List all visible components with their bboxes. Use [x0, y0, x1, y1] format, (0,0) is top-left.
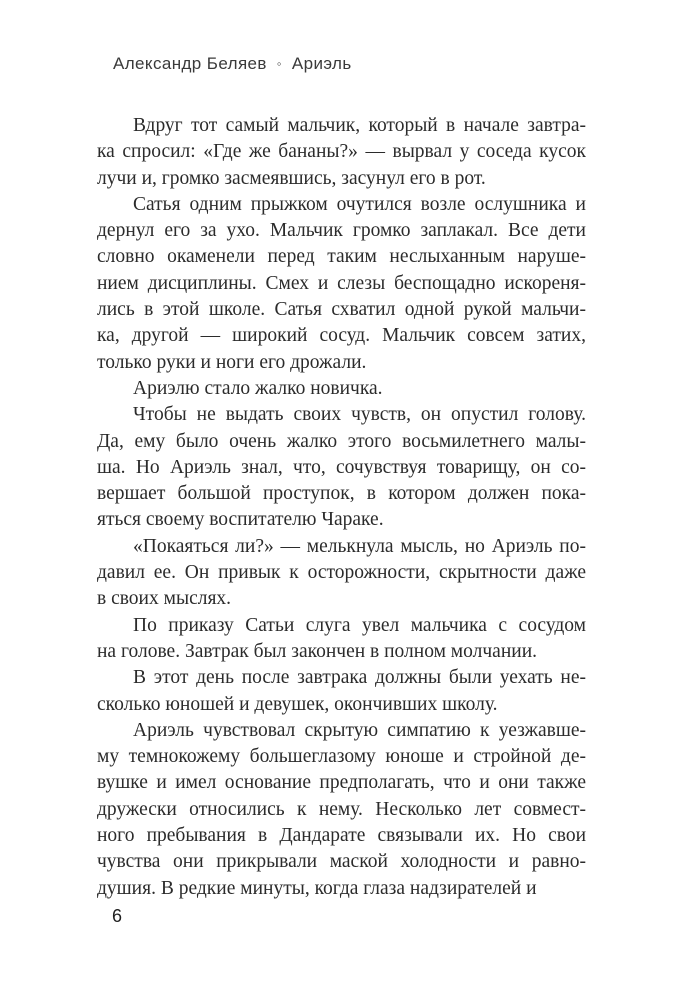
text-line: В этот день после завтрака должны были уехать не- — [133, 667, 586, 689]
text-line: дружески относились к нему. Несколько лет совмест- — [97, 798, 586, 820]
text-line: Ариэлю стало жалко новичка. — [133, 377, 383, 399]
text-line: на голове. Завтрак был закончен в полном молчании. — [97, 640, 538, 662]
text-line: вершает большой проступок, в котором должен пока- — [97, 483, 586, 505]
author-name: Александр Беляев — [113, 54, 267, 73]
body-text — [97, 113, 586, 902]
text-line: лись в этой школе. Сатья схватил одной рукой мальчи- — [97, 299, 586, 321]
text-line: только руки и ноги его дрожали. — [97, 351, 367, 373]
text-line: ка, другой — широкий сосуд. Мальчик совсем затих, — [97, 325, 586, 347]
text-line: лучи и, громко засмеявшись, засунул его в рот. — [97, 167, 486, 189]
running-header — [113, 54, 352, 74]
text-line: дернул его за ухо. Мальчик громко заплакал. Все дети — [97, 220, 586, 242]
book-title: Ариэль — [291, 54, 352, 73]
text-line: вушке и имел основание предполагать, что и они также — [97, 772, 586, 794]
text-line: словно окаменели перед таким неслыханным наруше- — [97, 246, 586, 268]
text-line: ка спросил: «Где же бананы?» — вырвал у соседа кусок — [97, 141, 586, 163]
text-line: в своих мыслях. — [97, 588, 232, 610]
text-line: ного пребывания в Дандарате связывали их. Но свои — [97, 825, 586, 847]
text-line: душия. В редкие минуты, когда глаза надзирателей и — [97, 877, 537, 899]
text-line: яться своему воспитателю Чараке. — [97, 509, 384, 531]
text-line: сколько юношей и девушек, окончивших школу. — [97, 693, 498, 715]
text-line: Чтобы не выдать своих чувств, он опустил голову. — [133, 404, 586, 426]
text-line: нием дисциплины. Смех и слезы беспощадно искореня- — [97, 272, 586, 294]
text-line: «Покаяться ли?» — мелькнула мысль, но Ариэль по- — [133, 535, 586, 557]
text-line: му темнокожему большеглазому юноше и стройной де- — [97, 746, 586, 768]
text-line: Да, ему было очень жалко этого восьмилетнего малы- — [97, 430, 586, 452]
text-line: Сатья одним прыжком очутился возле ослушника и — [133, 193, 586, 215]
page-number: 6 — [112, 906, 123, 926]
text-line: Ариэль чувствовал скрытую симпатию к уезжавше- — [133, 719, 586, 741]
text-line: ша. Но Ариэль знал, что, сочувствуя товарищу, он со- — [97, 456, 586, 478]
circle-separator-icon: ◦ — [276, 56, 282, 71]
text-line: давил ее. Он привык к осторожности, скрытности даже — [97, 562, 586, 584]
text-line: Вдруг тот самый мальчик, который в начале завтра- — [133, 115, 586, 136]
text-line: чувства они прикрывали маской холодности и равно- — [97, 851, 586, 873]
text-line: По приказу Сатьи слуга увел мальчика с сосудом — [133, 614, 586, 636]
